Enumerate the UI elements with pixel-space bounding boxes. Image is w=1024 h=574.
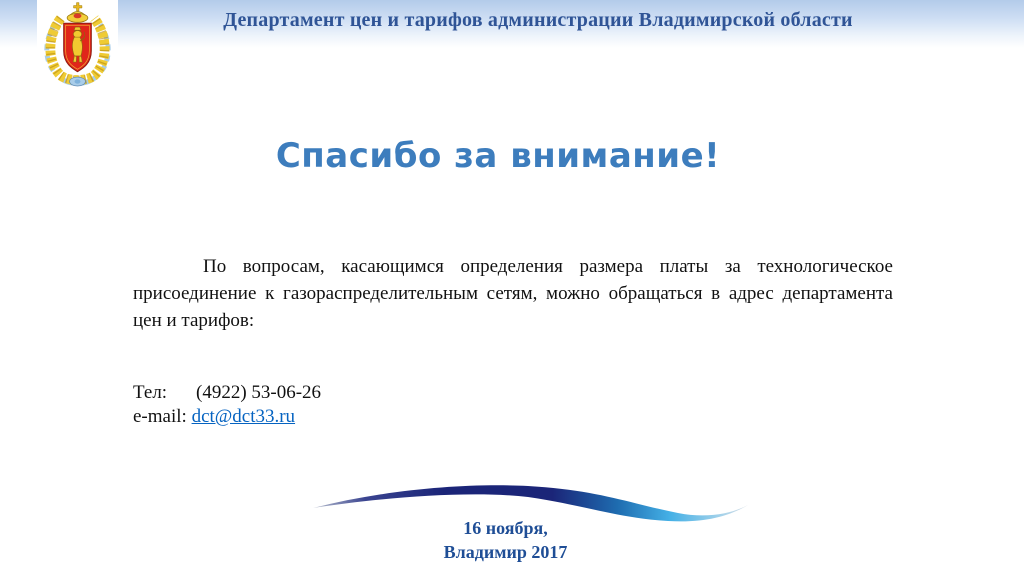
phone-value: (4922) 53-06-26 (196, 382, 322, 403)
slide-title: Спасибо за внимание! (275, 136, 721, 176)
page-title: Департамент цен и тарифов администрации Владимирской области (223, 9, 853, 31)
footer-date (398, 516, 613, 564)
footer-date-line1: 16 ноября, (463, 518, 548, 538)
email-link[interactable]: dct@dct33.ru (191, 406, 296, 427)
phone-label: Тел: (133, 382, 168, 403)
contacts-block (133, 381, 321, 429)
body-paragraph: По вопросам, касающимся определения размера платы за технологическое присоединение к газораспределительным сетям, можно обращаться в адрес департамента цен и тарифов: (133, 256, 893, 331)
footer-date-line2: Владимир 2017 (443, 542, 568, 562)
phone-row (133, 381, 321, 405)
email-row (133, 405, 321, 429)
email-label: e-mail: (133, 406, 187, 427)
